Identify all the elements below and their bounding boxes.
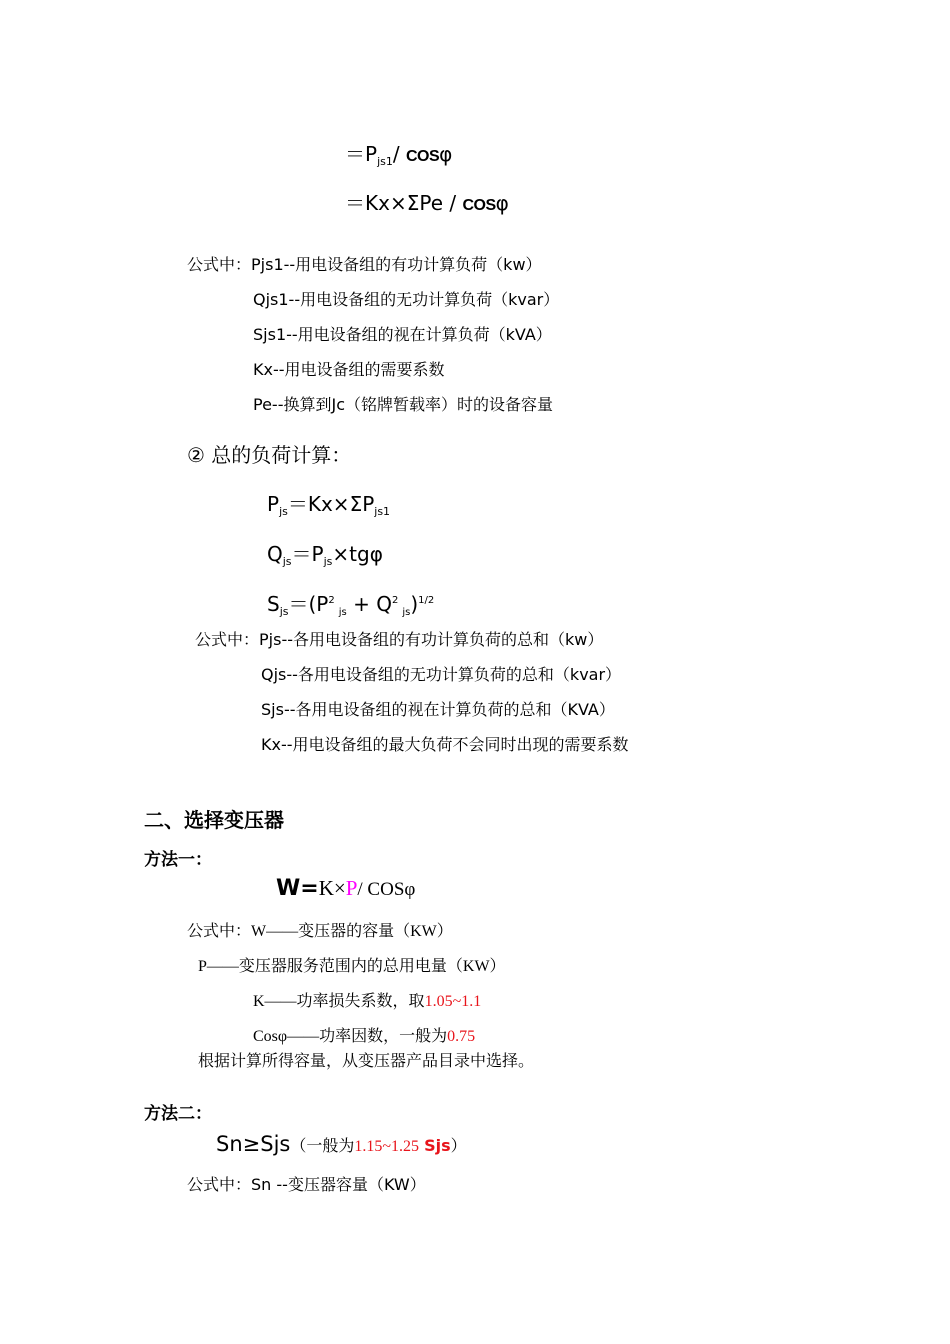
method-1-title: 方法一： [144,850,212,870]
formula-text: ＝Kx×ΣP [287,492,375,516]
method-2-title: 方法二： [144,1104,212,1124]
formula-superscript: 2 [391,595,399,606]
formula-superscript: 2 [328,595,335,606]
formula-subscript: js [279,505,288,518]
sjs-highlight: Sjs [424,1136,451,1155]
formula-text: W= [276,876,319,901]
formula-subscript: js [323,555,333,568]
cos-text: COS [405,148,440,165]
formula-text: + Q [346,592,392,616]
definition-line [195,627,603,650]
definition-p: P——变压器服务范围内的总用电量（KW） [198,958,506,975]
definition-text: K——功率损失系数，取 [253,993,425,1010]
definition-pjs: Pjs--各用电设备组的有功计算负荷的总和（kw） [259,630,604,649]
formula-subscript: js [282,555,292,568]
definition-k [253,988,481,1011]
formula-text: P [267,492,280,516]
formula-text: / COSφ [357,879,416,900]
formula-text: ×tgφ [332,542,383,566]
definition-qjs1: Qjs1--用电设备组的无功计算负荷（kvar） [253,290,560,309]
phi-symbol: φ [439,142,453,166]
definition-line [187,252,542,275]
range-value: 1.15~1.25 [354,1138,420,1155]
formula-p-highlight: P [345,876,358,900]
formula-lead: 公式中： [187,921,252,940]
cos-text: COS [462,197,496,214]
formula-w [276,876,415,901]
definition-text: Cosφ——功率因数，一般为 [253,1028,448,1045]
formula-text: ＝P [291,542,324,566]
definition-cos [253,1023,475,1046]
definition-sjs1: Sjs1--用电设备组的视在计算负荷（kVA） [253,325,552,344]
formula-text: / [392,142,406,166]
selection-note: 根据计算所得容量，从变压器产品目录中选择。 [198,1051,535,1070]
formula-sjs [267,588,434,617]
definition-qjs: Qjs--各用电设备组的无功计算负荷的总和（kvar） [261,665,622,684]
definition-kx-total: Kx--用电设备组的最大负荷不会同时出现的需要系数 [261,735,629,754]
formula-text: K× [318,876,346,900]
formula-lead: 公式中： [187,255,252,274]
formula-text: ＝P [345,142,378,166]
formula-text: Q [267,542,283,566]
section-title: 二、选择变压器 [144,808,284,832]
formula-lead: 公式中： [187,1175,252,1194]
formula-text: S [267,592,280,616]
formula-subscript: js [402,607,411,618]
formula-line-2 [345,187,509,216]
formula-text: ＝(P [288,592,329,616]
definition-kx: Kx--用电设备组的需要系数 [253,360,445,379]
definition-line [187,918,453,941]
formula-line-1 [345,138,452,167]
formula-subscript: js [338,607,347,618]
formula-subscript: js1 [374,505,391,518]
definition-sjs: Sjs--各用电设备组的视在计算负荷的总和（KVA） [261,700,615,719]
formula-superscript: 1/2 [418,595,435,606]
formula-subscript: js1 [377,155,393,168]
formula-text: Sn≥Sjs [216,1132,291,1156]
formula-sn [216,1132,467,1156]
formula-text: （一般为 [290,1138,355,1155]
k-value: 1.05~1.1 [424,993,482,1010]
definition-pe: Pe--换算到Jc（铭牌暂载率）时的设备容量 [253,395,553,414]
formula-pjs [267,488,390,517]
formula-lead: 公式中： [195,630,260,649]
total-load-heading: ② 总的负荷计算： [187,443,352,467]
definition-sn: Sn --变压器容量（KW） [251,1175,426,1194]
definition-w: W——变压器的容量（KW） [251,923,453,940]
formula-subscript: js [279,605,289,618]
formula-qjs [267,538,383,567]
definition-line [187,1172,426,1195]
definition-pjs1: Pjs1--用电设备组的有功计算负荷（kw） [251,255,542,274]
formula-text: ＝Kx×ΣPe / [345,191,463,215]
formula-text: ） [450,1138,467,1155]
formula-text: ) [410,592,419,616]
phi-symbol: φ [495,191,509,215]
cos-value: 0.75 [447,1028,476,1045]
